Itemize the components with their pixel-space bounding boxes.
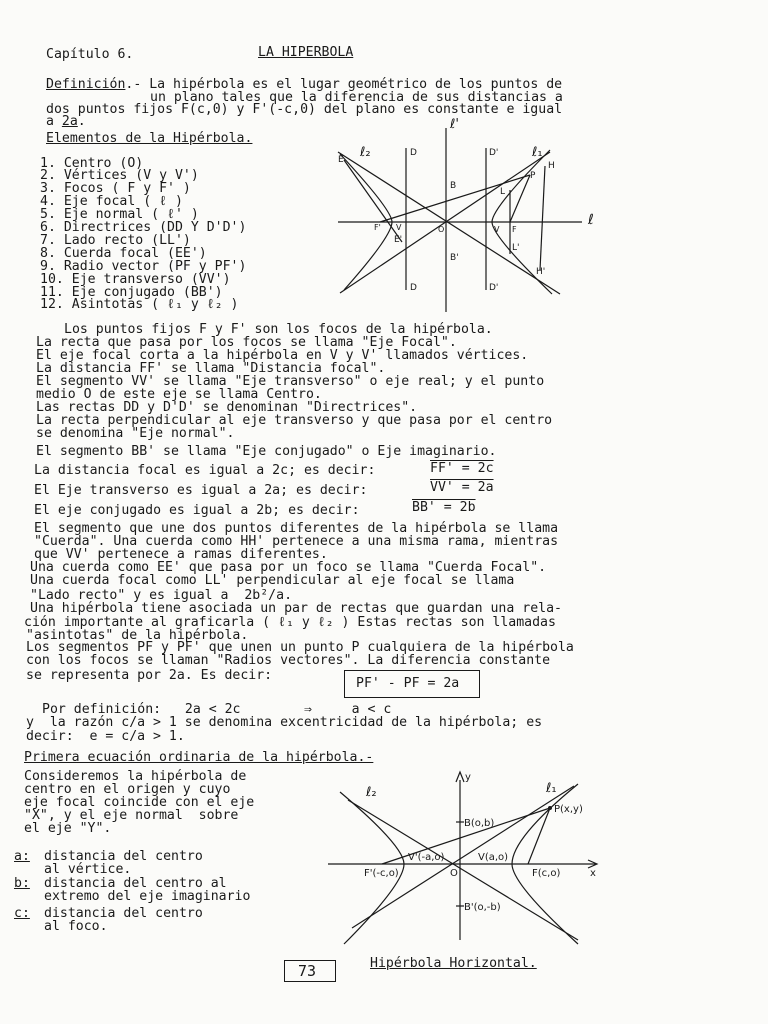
body-line: El Eje transverso es igual a 2a; es decir: <box>34 483 368 498</box>
def-key-a: a: <box>14 849 30 864</box>
label-h-prime: H' <box>536 267 546 277</box>
label-o: O <box>438 225 445 234</box>
list-item: 11. Eje conjugado (BB') <box>40 285 223 300</box>
list-item: 3. Focos ( F y F' ) <box>40 181 191 196</box>
label-l2: ℓ₂ <box>366 785 377 800</box>
definition-value-2a: 2a <box>61 114 78 129</box>
equation-pf: PF' - PF = 2a <box>356 676 460 691</box>
label-b-prime: B' <box>450 253 459 263</box>
list-item: 4. Eje focal ( ℓ ) <box>40 194 183 209</box>
elements-heading: Elementos de la Hipérbola. <box>46 131 253 146</box>
left-branch <box>340 792 404 944</box>
body-line: con los focos se llaman "Radios vectores". La diferencia constante <box>26 653 551 668</box>
equation-ff: FF' = 2c <box>430 461 494 476</box>
y-axis-arrow <box>456 772 464 782</box>
label-y: y <box>465 772 471 783</box>
body-line: medio O de este eje se llama Centro. <box>36 387 322 402</box>
label-h: H <box>548 161 555 171</box>
label-v: V <box>494 225 500 234</box>
body-line: La recta que pasa por los focos se llama "Eje Focal". <box>36 335 457 350</box>
body-line: "asintotas" de la hipérbola. <box>26 628 249 643</box>
equation-bb: BB' = 2b <box>412 500 476 515</box>
label-lr-l: L <box>500 187 506 197</box>
section-line: centro en el origen y cuyo <box>24 782 231 797</box>
label-f: F(c,o) <box>532 868 561 879</box>
asymptote-l1 <box>352 786 574 928</box>
section-line: "X", y el eje normal sobre <box>24 808 239 823</box>
body-line: se denomina "Eje normal". <box>36 426 235 441</box>
body-line: Por definición: 2a < 2c ⇒ a < c <box>42 702 392 717</box>
list-item: 7. Lado recto (LL') <box>40 233 191 248</box>
definition-label: Definición <box>46 77 126 92</box>
body-line: Las rectas DD y D'D' se denominan "Directrices". <box>36 400 418 415</box>
label-v-prime: V'(-a,o) <box>408 852 445 863</box>
body-line: El segmento BB' se llama "Eje conjugado" o Eje imaginario. <box>36 444 497 459</box>
asymptote-l2 <box>338 152 560 294</box>
label-b-prime: B'(o,-b) <box>464 902 501 913</box>
body-line: ción importante al graficarla ( ℓ₁ y ℓ₂ ) Estas rectas son llamadas <box>24 615 556 630</box>
label-v-prime: V <box>396 223 402 232</box>
body-line: El eje conjugado es igual a 2b; es decir: <box>34 503 360 518</box>
label-l: ℓ <box>588 212 594 228</box>
label-lr-l-prime: L' <box>512 243 520 253</box>
body-line: La distancia focal es igual a 2c; es decir: <box>34 463 376 478</box>
list-item: 10. Eje transverso (VV') <box>40 272 231 287</box>
definition-line-3: dos puntos fijos F(c,0) y F'(-c,0) del plano es constante e igual <box>46 102 563 117</box>
radius-pf-prime <box>382 808 550 864</box>
body-line: "Cuerda". Una cuerda como HH' pertenece a una misma rama, mientras <box>34 534 559 549</box>
label-f-prime: F'(-c,o) <box>364 868 399 879</box>
label-e: E <box>338 155 344 165</box>
section-heading: Primera ecuación ordinaria de la hipérbola.- <box>24 750 374 765</box>
label-x: x <box>590 868 596 879</box>
label-d-prime: D' <box>489 148 499 158</box>
label-p: P <box>530 171 536 181</box>
radius-pf-prime <box>380 175 530 222</box>
label-b: B <box>450 181 457 191</box>
asymptote-l1 <box>340 152 550 293</box>
body-line: El segmento VV' se llama "Eje transverso" o eje real; y el punto <box>36 374 545 389</box>
body-line: decir: e = c/a > 1. <box>26 729 185 744</box>
list-item: 1. Centro (O) <box>40 156 144 171</box>
left-branch <box>340 154 392 290</box>
list-item: 6. Directrices (DD Y D'D') <box>40 220 247 235</box>
list-item: 12. Asintotas ( ℓ₁ y ℓ₂ ) <box>40 297 239 312</box>
body-line: Una hipérbola tiene asociada un par de rectas que guardan una rela- <box>30 601 562 616</box>
label-v: V(a,o) <box>478 852 509 863</box>
label-e-prime: E' <box>394 235 403 245</box>
definition-text-1: .- La hipérbola es el lugar geométrico de los puntos de <box>125 77 563 92</box>
definition-text-4c: . <box>77 114 86 129</box>
label-l1: ℓ₁ <box>532 145 543 160</box>
right-branch <box>492 150 552 294</box>
list-item: 5. Eje normal ( ℓ' ) <box>40 207 199 222</box>
diagram-caption: Hipérbola Horizontal. <box>370 956 537 971</box>
label-l2: ℓ₂ <box>360 145 371 160</box>
section-line: el eje "Y". <box>24 821 112 836</box>
def-text: distancia del centro <box>44 906 203 921</box>
radius-pf <box>528 808 550 864</box>
body-line: "Lado recto" y es igual a 2b²/a. <box>30 588 293 603</box>
def-text: extremo del eje imaginario <box>44 889 251 904</box>
equation-vv: VV' = 2a <box>430 480 494 495</box>
label-l1: ℓ₁ <box>546 781 557 796</box>
body-line: que VV' pertenece a ramas diferentes. <box>34 547 328 562</box>
focal-chord-ee <box>344 160 402 242</box>
point-p <box>548 806 552 810</box>
body-line: El segmento que une dos puntos diferentes de la hipérbola se llama <box>34 521 559 536</box>
label-d: D <box>410 148 417 158</box>
def-text: al foco. <box>44 919 108 934</box>
def-key-b: b: <box>14 876 30 891</box>
list-item: 9. Radio vector (PF y PF') <box>40 259 247 274</box>
chord-hh <box>540 166 545 270</box>
def-key-c: c: <box>14 906 30 921</box>
body-line: se representa por 2a. Es decir: <box>26 668 273 683</box>
section-line: eje focal coincide con el eje <box>24 795 255 810</box>
chapter-label: Capítulo 6. <box>46 47 134 62</box>
page-title: LA HIPERBOLA <box>258 45 354 60</box>
definition-text-4a: a <box>46 114 62 129</box>
label-f: F <box>512 225 517 234</box>
body-line: La recta perpendicular al eje transverso y que pasa por el centro <box>36 413 553 428</box>
page-number: 73 <box>298 962 317 980</box>
body-line: El eje focal corta a la hipérbola en V y V' llamados vértices. <box>36 348 529 363</box>
label-p: P(x,y) <box>554 804 583 815</box>
definition-line-2: un plano tales que la diferencia de sus distancias a <box>150 90 563 105</box>
label-l-prime: ℓ' <box>450 117 459 132</box>
body-line: Los segmentos PF y PF' que unen un punto P cualquiera de la hipérbola <box>26 640 574 655</box>
def-text: al vértice. <box>44 862 132 877</box>
body-line: La distancia FF' se llama "Distancia focal". <box>36 361 386 376</box>
x-axis-arrow <box>588 860 597 868</box>
body-line: Los puntos fijos F y F' son los focos de la hipérbola. <box>64 322 493 337</box>
label-o: O <box>450 868 458 879</box>
body-line: y la razón c/a > 1 se denomina excentricidad de la hipérbola; es <box>26 715 543 730</box>
asymptote-l2 <box>348 800 578 940</box>
label-b: B(o,b) <box>464 818 495 829</box>
label-d-bottom: D <box>410 283 417 293</box>
right-branch <box>512 784 578 944</box>
label-d-prime-bottom: D' <box>489 283 499 293</box>
label-f-prime: F' <box>374 223 381 232</box>
radius-pf <box>510 175 530 222</box>
body-line: Una cuerda focal como LL' perpendicular al eje focal se llama <box>30 573 515 588</box>
body-line: Una cuerda como EE' que pasa por un foco se llama "Cuerda Focal". <box>30 560 547 575</box>
def-text: distancia del centro <box>44 849 203 864</box>
definition-line-4 <box>46 115 86 129</box>
list-item: 2. Vértices (V y V') <box>40 168 199 183</box>
list-item: 8. Cuerda focal (EE') <box>40 246 207 261</box>
def-text: distancia del centro al <box>44 876 227 891</box>
section-line: Consideremos la hipérbola de <box>24 769 247 784</box>
